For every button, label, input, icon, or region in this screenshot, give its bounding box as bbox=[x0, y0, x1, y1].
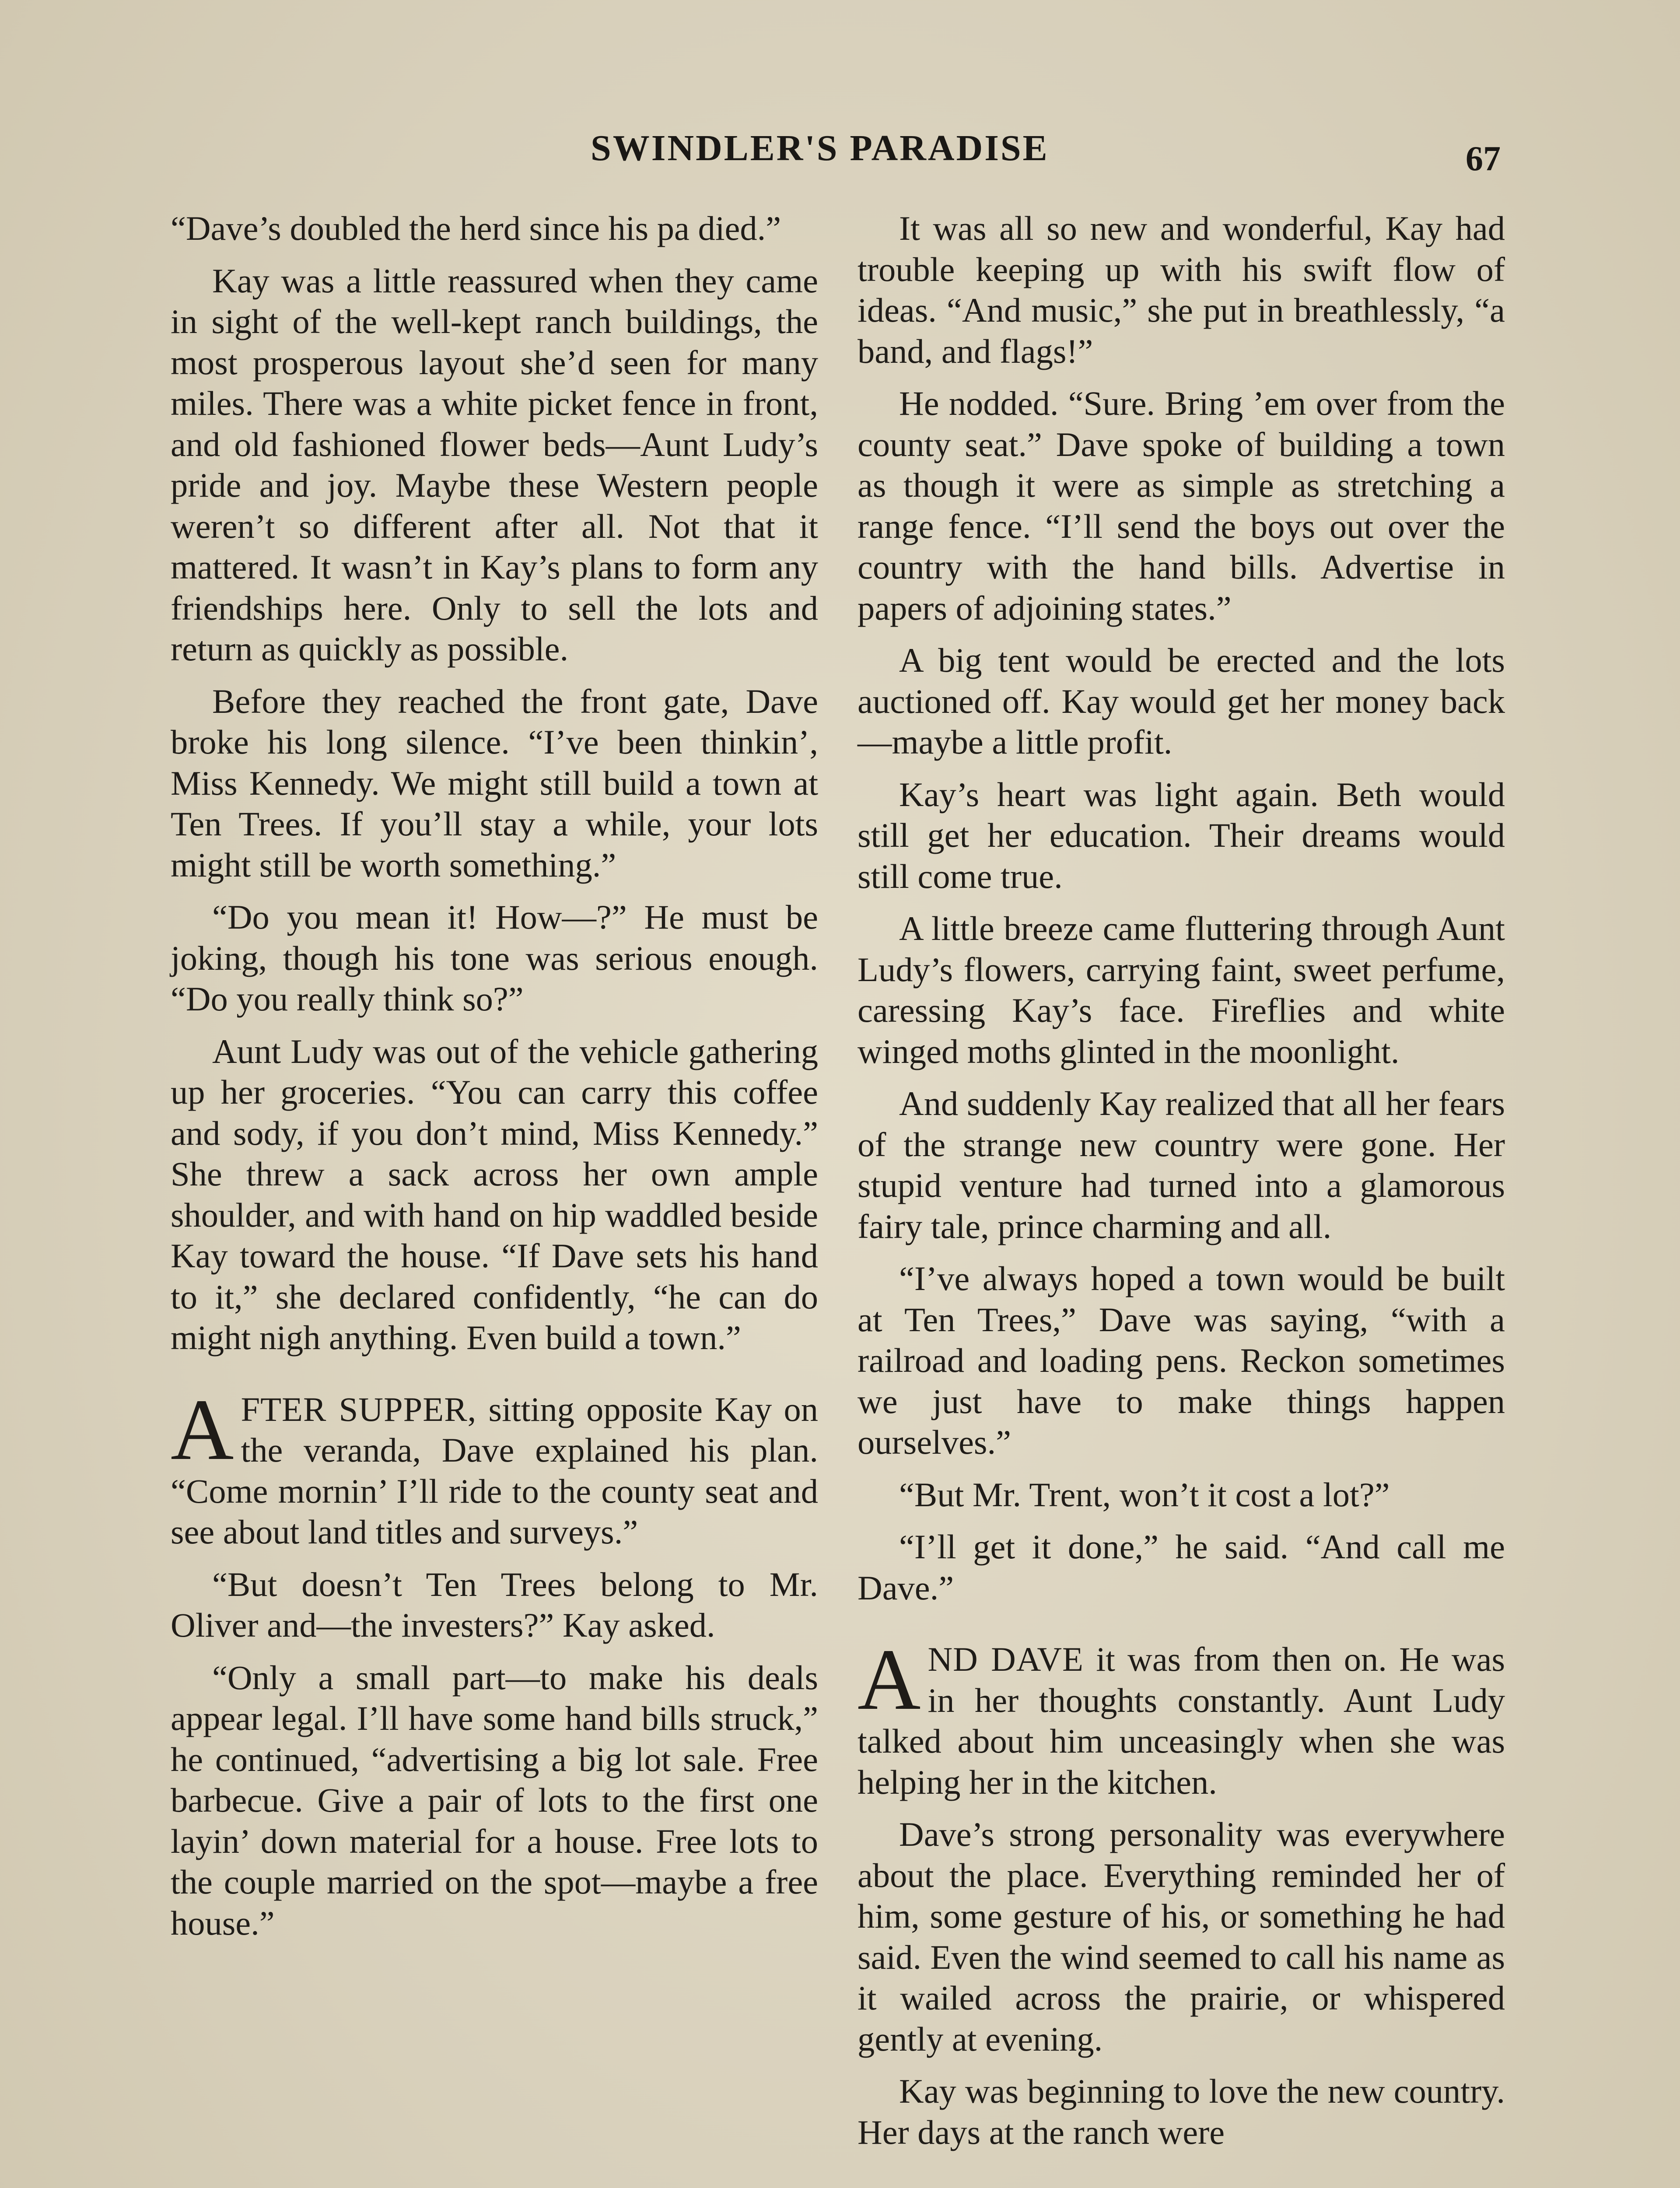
paragraph: Kay was a little reassured when they came in sight of the well-kept ranch buildings, the most prosperous layout she’d seen for many miles. There was a white picket fence in front, and old fashioned flower beds—Aunt Ludy’s pride and joy. Maybe these Western people weren’t so different after all. Not that it mattered. It wasn’t in Kay’s plans to form any friendships here. Only to sell the lots and return as quickly as possible. bbox=[171, 261, 818, 668]
paragraph: “Dave’s doubled the herd since his pa died.” bbox=[171, 209, 781, 247]
drop-cap: A bbox=[171, 1381, 234, 1478]
paragraph: Aunt Ludy was out of the vehicle gathering up her groceries. “You can carry this coffee and sody, if you don’t mind, Miss Kennedy.” She threw a sack across her own ample shoulder, and with hand on hip waddled beside Kay toward the house. “If Dave sets his hand to it,” she declared confidently, “he can do might nigh anything. Even build a town.” bbox=[171, 1032, 818, 1357]
section-lead-in: FTER SUPPER, bbox=[241, 1390, 477, 1428]
paragraph: “But Mr. Trent, won’t it cost a lot?” bbox=[899, 1475, 1390, 1514]
section-opening-paragraph bbox=[858, 1631, 1505, 1802]
right-column bbox=[858, 208, 1505, 2164]
paragraph: Before they reached the front gate, Dave broke his long silence. “I’ve been thinkin’, Miss Kennedy. We might still build a town at Ten Trees. If you’ll stay a while, your lots might still be worth something.” bbox=[171, 682, 818, 884]
paragraph: It was all so new and wonderful, Kay had trouble keeping up with his swift flow of ideas. “And music,” she put in breathlessly, “a band, and flags!” bbox=[858, 209, 1505, 370]
paragraph-text: it was from then on. He was in her thoughts constantly. Aunt Ludy talked about him unceasingly when she was helping her in the kitchen. bbox=[858, 1640, 1505, 1801]
paragraph: A big tent would be erected and the lots auctioned off. Kay would get her money back—maybe a little profit. bbox=[858, 641, 1505, 761]
paragraph: “Do you mean it! How—?” He must be joking, though his tone was serious enough. “Do you really think so?” bbox=[171, 898, 818, 1018]
page-number: 67 bbox=[1466, 140, 1501, 178]
paragraph: Dave’s strong personality was everywhere about the place. Everything reminded her of him, some gesture of his, or something he had said. Even the wind seemed to call his name as it wailed across the prairie, or whispered gently at evening. bbox=[858, 1815, 1505, 2058]
paragraph: “I’ll get it done,” he said. “And call me Dave.” bbox=[858, 1528, 1505, 1607]
left-column bbox=[171, 208, 818, 1955]
paragraph: “But doesn’t Ten Trees belong to Mr. Oliver and—the investers?” Kay asked. bbox=[171, 1565, 818, 1644]
paragraph-text: sitting opposite Kay on the veranda, Dave explained his plan. “Come mornin’ I’ll ride to the county seat and see about land titles and surveys.” bbox=[171, 1390, 818, 1551]
drop-cap: A bbox=[858, 1631, 921, 1728]
paragraph: Kay was beginning to love the new country. Her days at the ranch were bbox=[858, 2072, 1505, 2151]
paragraph: “I’ve always hoped a town would be built at Ten Trees,” Dave was saying, “with a railroad and loading pens. Reckon sometimes we just have to make things happen ourselves.” bbox=[858, 1259, 1505, 1461]
paragraph: And suddenly Kay realized that all her fears of the strange new country were gone. Her stupid venture had turned into a glamorous fairy tale, prince charming and all. bbox=[858, 1084, 1505, 1245]
section-lead-in: ND DAVE bbox=[928, 1640, 1084, 1678]
paragraph: A little breeze came fluttering through Aunt Ludy’s flowers, carrying faint, sweet perfume, caressing Kay’s face. Fireflies and white winged moths glinted in the moonlight. bbox=[858, 909, 1505, 1070]
paragraph: He nodded. “Sure. Bring ’em over from the county seat.” Dave spoke of building a town as though it were as simple as stretching a range fence. “I’ll send the boys out over the country with the hand bills. Advertise in papers of adjoining states.” bbox=[858, 384, 1505, 627]
paragraph: “Only a small part—to make his deals appear legal. I’ll have some hand bills struck,” he continued, “advertising a big lot sale. Free barbecue. Give a pair of lots to the first one layin’ down material for a house. Free lots to the couple married on the spot—maybe a free house.” bbox=[171, 1658, 818, 1942]
paragraph: Kay’s heart was light again. Beth would still get her education. Their dreams would still come true. bbox=[858, 775, 1505, 895]
section-opening-paragraph bbox=[171, 1381, 818, 1553]
running-title: SWINDLER'S PARADISE bbox=[591, 128, 1049, 168]
